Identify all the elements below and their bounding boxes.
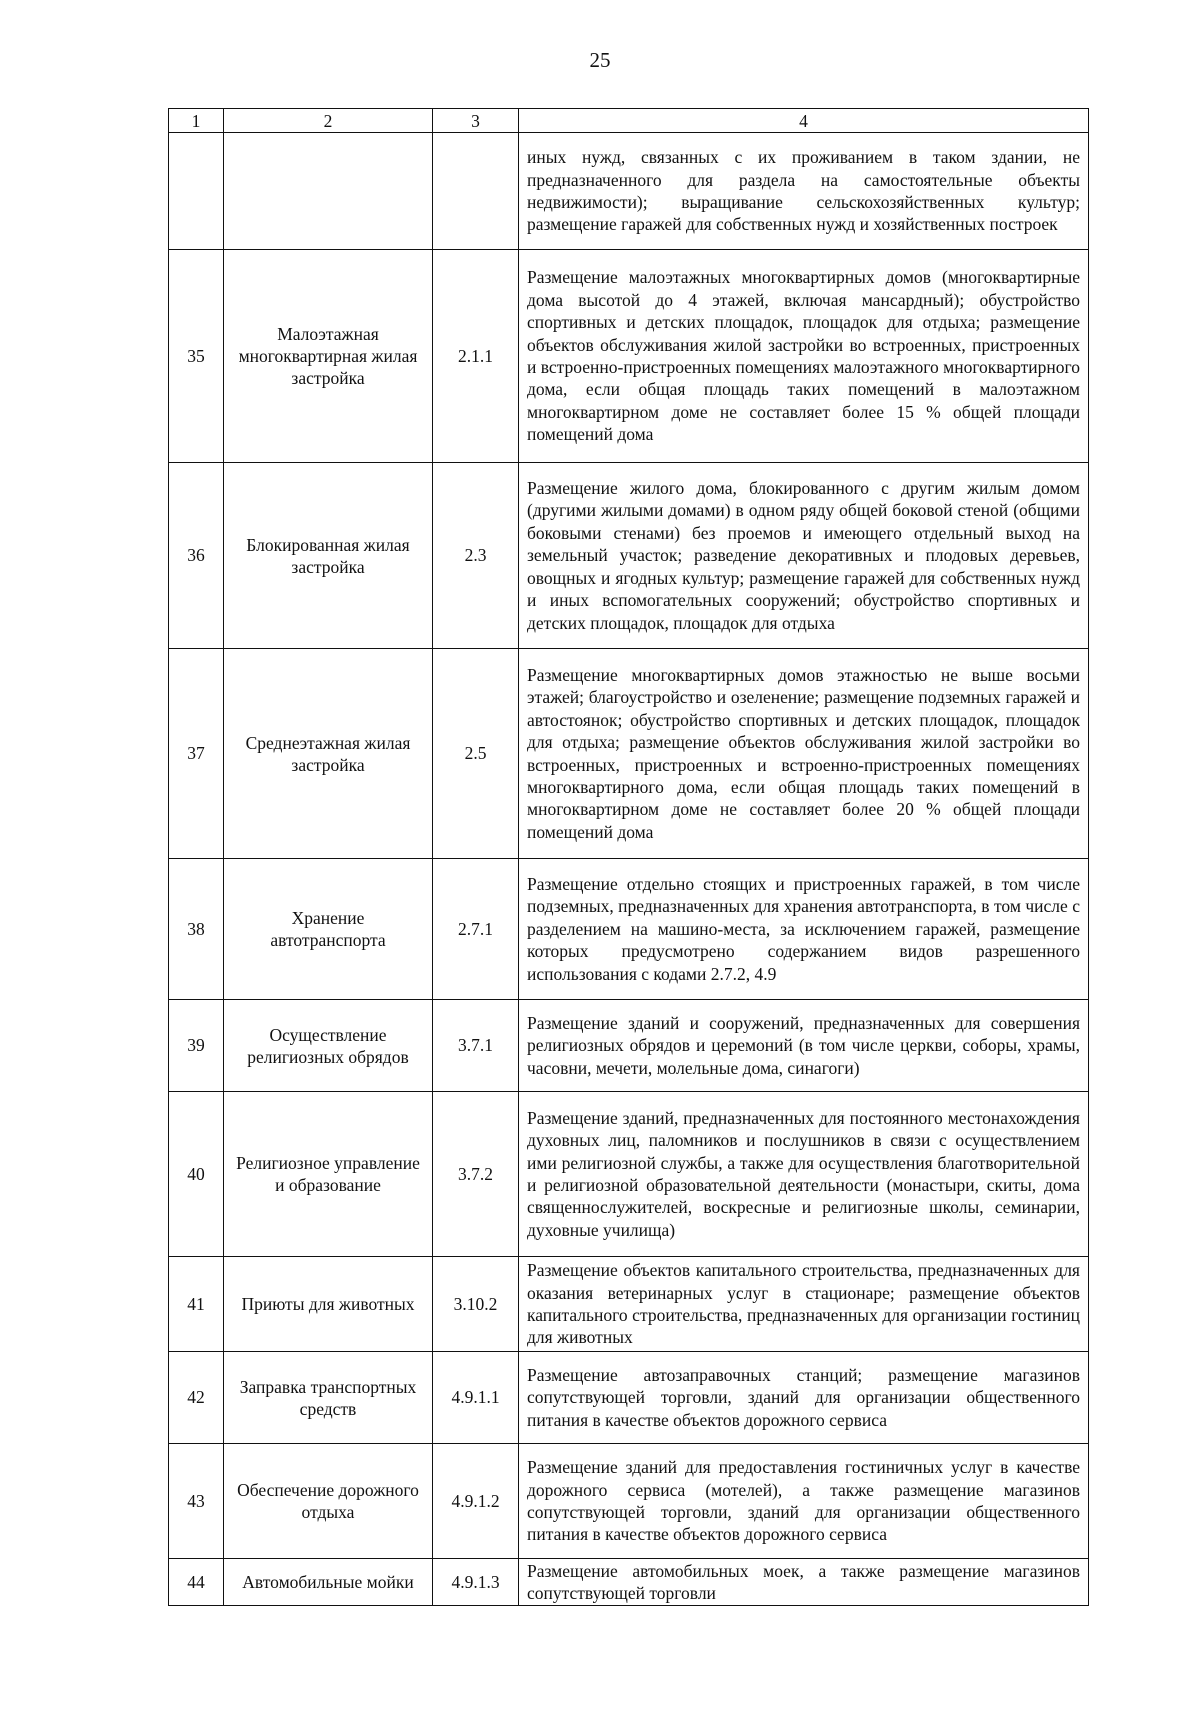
use-name: Блокированная жилая застройка — [224, 463, 433, 649]
row-number: 44 — [169, 1559, 224, 1606]
use-name: Религиозное управление и образование — [224, 1092, 433, 1257]
page-number: 25 — [589, 48, 611, 72]
table-row — [169, 1444, 1089, 1559]
use-code: 4.9.1.3 — [433, 1559, 519, 1606]
use-code: 2.7.1 — [433, 859, 519, 1000]
header-col-4: 4 — [519, 109, 1089, 133]
row-number: 40 — [169, 1092, 224, 1257]
use-code — [433, 133, 519, 250]
use-name: Малоэтажная многоквартирная жилая застройка — [224, 250, 433, 463]
use-description: Размещение зданий и сооружений, предназначенных для совершения религиозных обрядов и церемоний (в том числе церкви, соборы, храмы, часовни, мечети, молельные дома, синагоги) — [519, 1000, 1089, 1092]
row-number: 37 — [169, 649, 224, 859]
table-row — [169, 649, 1089, 859]
header-col-3: 3 — [433, 109, 519, 133]
use-name: Приюты для животных — [224, 1257, 433, 1352]
use-description: Размещение многоквартирных домов этажностью не выше восьми этажей; благоустройство и озеленение; размещение подземных гаражей и автостоянок; обустройство спортивных и детских площадок, площадок для отдыха; размещение объектов обслуживания жилой застройки во встроенных, пристроенных и встроенно-пристроенных помещениях многоквартирного дома, если общая площадь таких помещений в многоквартирном доме не составляет более 20 % общей площади помещений дома — [519, 649, 1089, 859]
use-code: 4.9.1.1 — [433, 1352, 519, 1444]
row-number — [169, 133, 224, 250]
row-number: 35 — [169, 250, 224, 463]
use-description: Размещение автомобильных моек, а также размещение магазинов сопутствующей торговли — [519, 1559, 1089, 1606]
use-code: 2.5 — [433, 649, 519, 859]
table-row — [169, 1559, 1089, 1606]
use-description: Размещение жилого дома, блокированного с другим жилым домом (другими жилыми домами) в одном ряду общей боковой стеной (общими боковыми стенами) без проемов и имеющего отдельный выход на земельный участок; разведение декоративных и плодовых деревьев, овощных и ягодных культур; размещение гаражей для собственных нужд и иных вспомогательных сооружений; обустройство спортивных и детских площадок, площадок для отдыха — [519, 463, 1089, 649]
use-name: Автомобильные мойки — [224, 1559, 433, 1606]
use-name: Обеспечение дорожного отдыха — [224, 1444, 433, 1559]
table-row — [169, 859, 1089, 1000]
use-description: Размещение малоэтажных многоквартирных домов (многоквартирные дома высотой до 4 этажей, включая мансардный); обустройство спортивных и детских площадок, площадок для отдыха; размещение объектов обслуживания жилой застройки во встроенных, пристроенных и встроенно-пристроенных помещениях малоэтажного многоквартирного дома, если общая площадь таких помещений в малоэтажном многоквартирном доме не составляет более 15 % общей площади помещений дома — [519, 250, 1089, 463]
use-code: 3.7.2 — [433, 1092, 519, 1257]
use-code: 4.9.1.2 — [433, 1444, 519, 1559]
table-row — [169, 1000, 1089, 1092]
use-name — [224, 133, 433, 250]
table-row — [169, 1352, 1089, 1444]
use-description: Размещение автозаправочных станций; размещение магазинов сопутствующей торговли, зданий для организации общественного питания в качестве объектов дорожного сервиса — [519, 1352, 1089, 1444]
use-code: 3.7.1 — [433, 1000, 519, 1092]
use-code: 2.3 — [433, 463, 519, 649]
table-row — [169, 463, 1089, 649]
row-number: 43 — [169, 1444, 224, 1559]
table-header-row — [169, 109, 1089, 133]
use-description: Размещение зданий для предоставления гостиничных услуг в качестве дорожного сервиса (мотелей), а также размещение магазинов сопутствующей торговли, зданий для организации общественного питания в качестве объектов дорожного сервиса — [519, 1444, 1089, 1559]
table-row — [169, 1257, 1089, 1352]
land-use-table — [168, 108, 1089, 1606]
use-name: Хранение автотранспорта — [224, 859, 433, 1000]
row-number: 39 — [169, 1000, 224, 1092]
use-name: Заправка транспортных средств — [224, 1352, 433, 1444]
row-number: 42 — [169, 1352, 224, 1444]
table-row — [169, 250, 1089, 463]
row-number: 36 — [169, 463, 224, 649]
header-col-1: 1 — [169, 109, 224, 133]
row-number: 38 — [169, 859, 224, 1000]
row-number: 41 — [169, 1257, 224, 1352]
header-col-2: 2 — [224, 109, 433, 133]
use-description: Размещение зданий, предназначенных для постоянного местонахождения духовных лиц, паломников и послушников в связи с осуществлением ими религиозной службы, а также для осуществления благотворительной и религиозной образовательной деятельности (монастыри, скиты, дома священнослужителей, воскресные и религиозные школы, семинарии, духовные училища) — [519, 1092, 1089, 1257]
table-row — [169, 133, 1089, 250]
use-description: Размещение объектов капитального строительства, предназначенных для оказания ветеринарных услуг в стационаре; размещение объектов капитального строительства, предназначенных для организации гостиниц для животных — [519, 1257, 1089, 1352]
table-row — [169, 1092, 1089, 1257]
use-code: 2.1.1 — [433, 250, 519, 463]
use-description: иных нужд, связанных с их проживанием в таком здании, не предназначенного для раздела на самостоятельные объекты недвижимости); выращивание сельскохозяйственных культур; размещение гаражей для собственных нужд и хозяйственных построек — [519, 133, 1089, 250]
use-name: Осуществление религиозных обрядов — [224, 1000, 433, 1092]
use-description: Размещение отдельно стоящих и пристроенных гаражей, в том числе подземных, предназначенных для хранения автотранспорта, в том числе с разделением на машино-места, за исключением гаражей, размещение которых предусмотрено содержанием видов разрешенного использования с кодами 2.7.2, 4.9 — [519, 859, 1089, 1000]
use-code: 3.10.2 — [433, 1257, 519, 1352]
use-name: Среднеэтажная жилая застройка — [224, 649, 433, 859]
